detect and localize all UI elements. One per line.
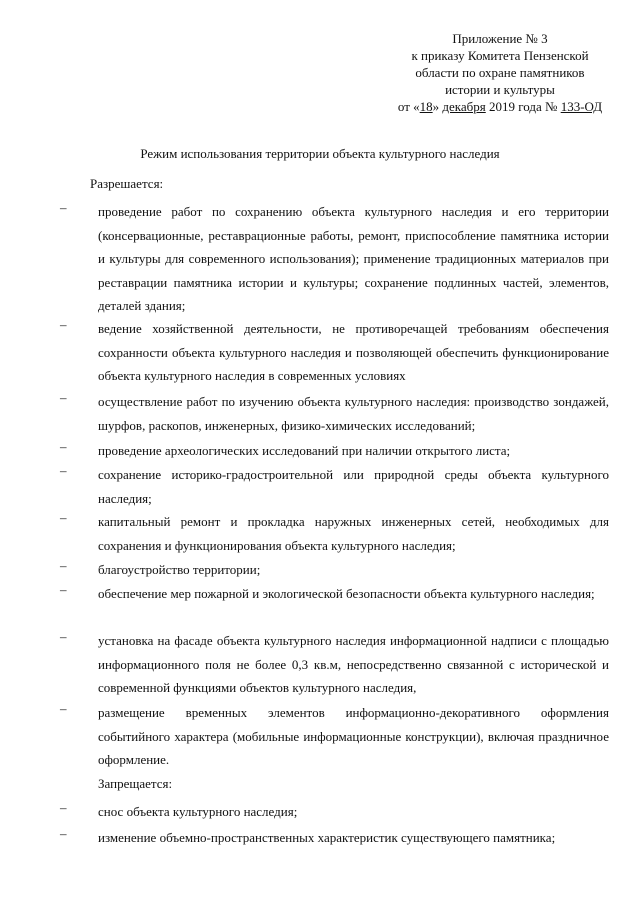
committee-name: области по охране памятников [415, 65, 585, 80]
list-item-text: проведение работ по сохранению объекта культурного наследия и его территории (консервационные, реставрационные работы, ремонт, приспособление памятника истории и культуры для современного использования); применение традиционных материалов при реставрации памятника истории и культуры; сохранение подлинных частей, элементов, деталей здания; [98, 204, 609, 314]
order-month: декабря [442, 99, 486, 114]
document-title: Режим использования территории объекта культурного наследия [140, 146, 500, 161]
bullet-dash: – [60, 317, 67, 332]
forbidden-label: Запрещается: [98, 776, 173, 791]
list-item-text: ведение хозяйственной деятельности, не противоречащей требованиям обеспечения сохранности объекта культурного наследия и позволяющей обеспечить функционирование объекта культурного наследия в современных условиях [98, 321, 609, 384]
appendix-number: Приложение № 3 [452, 31, 548, 46]
bullet-dash: – [60, 701, 67, 716]
list-item-text: обеспечение мер пожарной и экологической безопасности объекта культурного наследия; [98, 586, 595, 601]
document-header [380, 30, 620, 115]
bullet-dash: – [60, 439, 67, 454]
bullet-dash: – [60, 510, 67, 525]
order-date-line: от «18» декабря 2019 года № 133-ОД [397, 99, 603, 114]
list-item-text: размещение временных элементов информационно-декоративного оформления событийного характера (мобильные информационные конструкции), включая праздничное оформление. [98, 705, 609, 768]
committee-name-cont: истории и культуры [445, 82, 555, 97]
allowed-label: Разрешается: [90, 176, 164, 191]
list-item-text: проведение археологических исследований при наличии открытого листа; [98, 443, 511, 458]
bullet-dash: – [60, 582, 67, 597]
order-reference: к приказу Комитета Пензенской [411, 48, 589, 63]
bullet-dash: – [60, 463, 67, 478]
bullet-dash: – [60, 390, 67, 405]
list-item-text: осуществление работ по изучению объекта культурного наследия: производство зондажей, шурфов, раскопов, инженерных, физико-химических исследований; [98, 394, 609, 433]
list-item-text: изменение объемно-пространственных характеристик существующего памятника; [98, 830, 556, 845]
bullet-dash: – [60, 800, 67, 815]
order-number: 133-ОД [560, 99, 603, 114]
bullet-dash: – [60, 629, 67, 644]
list-item-text: капитальный ремонт и прокладка наружных инженерных сетей, необходимых для сохранения и функционирования объекта культурного наследия; [98, 514, 609, 553]
list-item-text: сохранение историко-градостроительной или природной среды объекта культурного наследия; [98, 467, 609, 506]
list-item-text: установка на фасаде объекта культурного наследия информационной надписи с площадью информационного поля не более 0,3 кв.м, непосредственно связанной с исторической и современной функциями объектов культурного наследия, [98, 633, 609, 696]
list-item-text: благоустройство территории; [98, 562, 261, 577]
bullet-dash: – [60, 826, 67, 841]
order-day: 18 [419, 99, 433, 114]
list-item-text: снос объекта культурного наследия; [98, 804, 298, 819]
bullet-dash: – [60, 558, 67, 573]
bullet-dash: – [60, 200, 67, 215]
